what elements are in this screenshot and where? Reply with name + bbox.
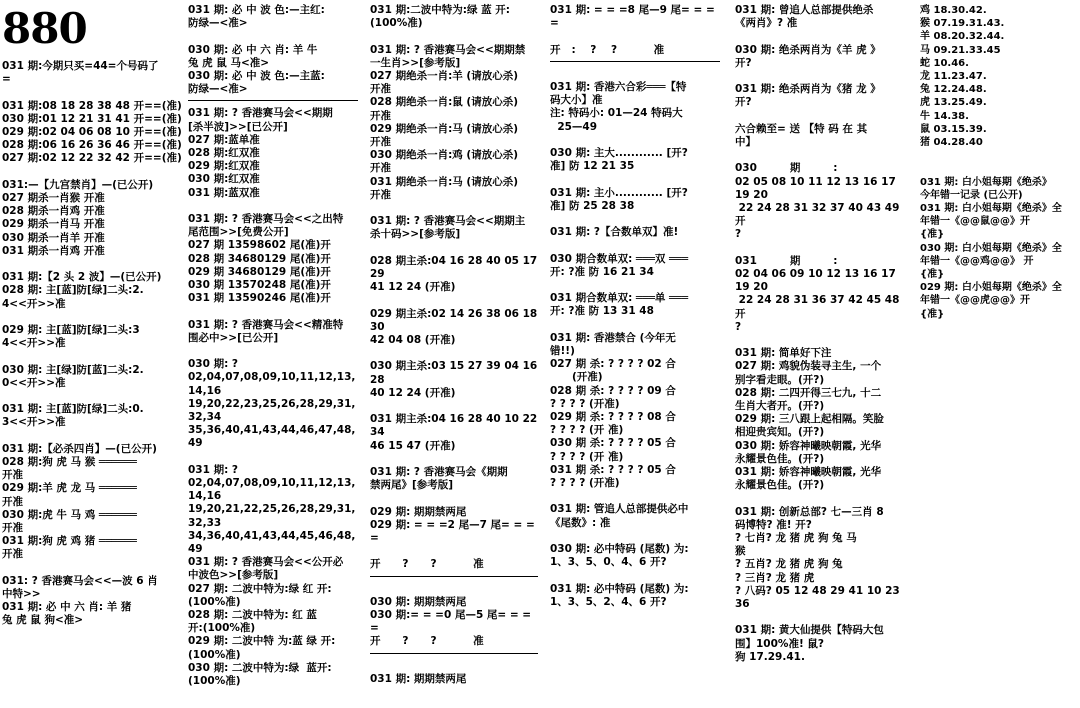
- text-line: ? ? ? ? (开准): [550, 476, 620, 489]
- text-line: 031 期:【2 头 2 波】—(已公开): [2, 271, 162, 284]
- text-line: 030 期: 主大............ [开?: [550, 146, 688, 159]
- text-line: 028 期主杀:04 16 28 40 05 17 29: [370, 254, 541, 281]
- text-line: 《尾数》: 准: [550, 516, 611, 529]
- text-line: 中】: [735, 135, 756, 148]
- text-line: 龙 11.23.47.: [920, 71, 987, 83]
- text-line: 030 期: 必 中 波 色:—主蓝:: [188, 70, 325, 82]
- text-line: (100%准): [188, 648, 241, 661]
- text-line: 1、3、5、2、4、6 开?: [550, 595, 667, 608]
- text-line: 031 期: 白小姐每期《绝杀》: [920, 176, 1052, 188]
- text-line: 19,20,21,22,25,26,28,29,31,32,33: [188, 503, 356, 529]
- text-line: [550, 530, 720, 543]
- text-line: [370, 347, 538, 360]
- text-line: 030 期:红双准: [188, 173, 260, 186]
- text-line: 028 期 34680129 尾(准)开: [188, 252, 331, 265]
- text-line: [735, 334, 905, 347]
- text-line: 42 04 08 (开准): [370, 334, 456, 347]
- text-line: 030 期:= = =0 尾—5 尾= = = =: [370, 608, 535, 635]
- text-line: 031: ? 香港赛马会<<—波 6 肖: [2, 574, 158, 587]
- text-line: 031 期: 管追人总部提供必中: [550, 503, 689, 516]
- text-line: 031 期杀一肖鸡 开准: [2, 244, 105, 257]
- sheet-logo: 880: [2, 4, 87, 53]
- column-2: [188, 4, 358, 688]
- text-line: 中波色>>[参考版]: [188, 569, 279, 582]
- text-line: 猴: [735, 545, 746, 558]
- text-line: [735, 492, 905, 505]
- text-line: 031 期:二波中特为:绿 蓝 开:: [370, 4, 510, 16]
- text-line: [735, 611, 905, 624]
- divider-rule: [370, 653, 538, 654]
- text-line: ? 五肖? 龙 猪 虎 狗 兔: [735, 558, 843, 571]
- text-line: 030 期: 期期禁两尾: [370, 595, 467, 608]
- text-line: 027 期:蓝单准: [188, 133, 260, 146]
- text-line: 030 期:01 12 21 31 41 开==(准): [2, 112, 182, 125]
- text-line: 别字看走眼。(开?): [735, 373, 825, 386]
- text-line: 禁两尾》[参考版]: [370, 479, 454, 492]
- text-line: [2, 350, 182, 363]
- text-line: (开准): [550, 371, 603, 384]
- column-4: [550, 4, 720, 609]
- text-line: ? 八码? 05 12 48 29 41 10 23: [735, 584, 900, 597]
- text-line: 开准: [2, 495, 23, 508]
- text-line: ? ? ? ? (开 准): [550, 450, 624, 463]
- text-line: [188, 345, 358, 358]
- text-line: ? ? ? ? (开 准): [550, 424, 624, 437]
- text-line: 030 期: 主[绿]防[蓝]二头:2.: [2, 363, 144, 376]
- text-line: [370, 545, 538, 558]
- text-line: 031 期: 曾追人总部提供绝杀: [735, 4, 874, 16]
- text-line: [550, 68, 720, 81]
- text-line: 029 期: = = =2 尾—7 尾= = = =: [370, 518, 539, 544]
- text-line: 一生肖>>[参考版]: [370, 56, 461, 69]
- text-line: 02 04 06 09 10 12 13 16 17 19 20: [735, 267, 900, 294]
- text-line: 兔 12.24.48.: [920, 84, 987, 96]
- text-line: [735, 110, 905, 123]
- text-line: 开准: [370, 83, 391, 96]
- text-line: 031 期: ? 香港赛马会<<期期主: [370, 215, 526, 228]
- text-line: 错!!): [550, 344, 575, 357]
- text-line: 029 期: 期期禁两尾: [370, 505, 467, 518]
- text-line: 027 期 13598602 尾(准)开: [188, 239, 331, 252]
- text-line: [188, 200, 358, 213]
- text-line: [735, 70, 905, 83]
- text-line: 031 期: 主[蓝]防[绿]二头:0.: [2, 403, 144, 416]
- text-line: [2, 311, 182, 324]
- text-line: 031 期: 绝杀两肖为《猪 龙 》: [735, 83, 881, 96]
- text-line: 031:—【九宫禁肖】—(已公开): [2, 178, 154, 191]
- text-line: [370, 660, 538, 673]
- text-line: 029 期: 三八跟上起相隔。笑脸: [735, 413, 884, 426]
- text-line: 031 期: 必中特码 (尾数) 为:: [550, 582, 689, 595]
- text-line: 开准: [2, 469, 23, 482]
- text-line: 031 期: ?: [188, 463, 239, 476]
- text-line: 蛇 10.46.: [920, 57, 969, 69]
- text-line: 4<<开>>准: [2, 337, 66, 350]
- text-line: 028 期:红双准: [188, 147, 260, 160]
- text-line: 22 24 28 31 36 37 42 45 48 开: [735, 294, 911, 320]
- text-line: 030 期绝杀一肖:鸡 (请放心杀): [370, 149, 519, 162]
- text-line: 永耀景色佳。(开?): [735, 452, 825, 465]
- text-line: [2, 166, 182, 179]
- text-line: [2, 562, 182, 575]
- text-line: 兔 虎 鼠 狗<准>: [2, 614, 84, 627]
- text-line: 029 期 34680129 尾(准)开: [188, 265, 331, 278]
- text-line: 029 期:羊 虎 龙 马 ══════: [2, 482, 137, 495]
- text-line: [370, 294, 538, 307]
- text-line: 031 期:蓝双准: [188, 186, 260, 199]
- text-line: 031 期: ? 香港赛马会<<之出特: [188, 213, 344, 226]
- text-line: 031 期主杀:04 16 28 40 10 22 34: [370, 413, 541, 439]
- text-line: 六合赖至= 送 【特 码 在 其: [735, 122, 868, 135]
- text-line: 开?: [735, 96, 752, 109]
- text-line: {准}: [920, 269, 945, 281]
- text-line: 030 期合数单双: ═══双 ═══: [550, 252, 689, 265]
- text-line: [370, 492, 538, 505]
- text-line: 031 期: 必 中 六 肖: 羊 猪: [2, 601, 132, 614]
- text-line: 027 期绝杀一肖:羊 (请放心杀): [370, 70, 519, 82]
- text-line: 开: ?准 防 16 21 34: [550, 265, 654, 278]
- text-line: [550, 213, 720, 226]
- text-line: 031 期:【必杀四肖】—(已公开): [2, 442, 157, 455]
- text-line: 生肖大者开。(开?): [735, 400, 825, 412]
- text-line: 1、3、5、0、4、6 开?: [550, 556, 667, 569]
- text-line: 030 期: 白小姐每期《绝杀》全: [920, 242, 1062, 254]
- text-line: 029 期 杀: ? ? ? ? 08 合: [550, 410, 676, 423]
- text-line: 031 期: 黄大仙提供【特码大包: [735, 624, 884, 637]
- text-line: 今年错一记录 (已公开): [920, 189, 1023, 201]
- text-line: 开:(100%准): [188, 622, 256, 635]
- text-line: 围必中>>[已公开]: [188, 331, 279, 344]
- text-line: 开准: [2, 548, 23, 561]
- text-line: [370, 583, 538, 596]
- text-line: 031 期:今期只买=44=个号码了: [2, 60, 159, 72]
- column-5: [735, 4, 911, 664]
- text-line: 注: 特码小: 01—24 特码大: [550, 107, 683, 120]
- text-line: 开 ? ? 准: [370, 558, 484, 571]
- text-line: (100%准): [188, 595, 241, 608]
- text-line: 031 期: 娇容神曦映朝霞, 光华: [735, 466, 882, 479]
- text-line: 030 期 杀: ? ? ? ? 05 合: [550, 437, 676, 450]
- text-line: 028 期: 二波中特为: 红 蓝: [188, 609, 317, 622]
- text-line: 031 期 :: [735, 254, 838, 267]
- text-line: 027 期杀一肖猴 开准: [2, 192, 105, 204]
- text-line: [2, 258, 182, 271]
- text-line: 25—49: [550, 120, 598, 133]
- text-line: [370, 202, 538, 215]
- text-line: ? 七肖? 龙 猪 虎 狗 兔 马: [735, 532, 857, 545]
- text-line: 031 期:狗 虎 鸡 猪 ══════: [2, 535, 137, 548]
- text-line: 46 15 47 (开准): [370, 439, 456, 452]
- text-line: 35,36,40,41,43,44,46,47,48,49: [188, 424, 356, 450]
- text-line: 4<<开>>准: [2, 297, 66, 310]
- text-line: 开 : ? ? 准: [550, 43, 665, 56]
- text-line: 027 期 杀: ? ? ? ? 02 合: [550, 358, 676, 371]
- text-line: 羊 08.20.32.44.: [920, 31, 1005, 43]
- text-line: 中特>>: [2, 588, 41, 600]
- text-line: 兔 虎 鼠 马<准>: [188, 56, 270, 69]
- text-line: [550, 279, 720, 292]
- text-line: 3<<开>>准: [2, 416, 66, 429]
- text-line: 029 期:02 04 06 08 10 开==(准): [2, 126, 182, 138]
- text-line: 031 期: ? 香港赛马会<<公开必: [188, 556, 344, 569]
- text-line: 02,04,07,08,09,10,11,12,13,14,16: [188, 371, 356, 397]
- text-line: 19,20,22,23,25,26,28,29,31,32,34: [188, 397, 356, 424]
- text-line: 029 期: 二波中特 为:蓝 绿 开:: [188, 635, 336, 648]
- text-line: 031 期: ? 香港赛马会<<期期: [188, 107, 333, 120]
- text-line: [2, 430, 182, 443]
- text-line: 开准: [370, 162, 391, 175]
- text-line: [550, 490, 720, 503]
- text-line: {准}: [920, 308, 945, 320]
- text-line: 41 12 24 (开准): [370, 281, 456, 294]
- text-line: 031 期 13590246 尾(准)开: [188, 292, 331, 305]
- text-line: 031 期: 香港六合彩═══【特: [550, 80, 687, 93]
- column-1: [2, 60, 182, 628]
- text-line: [2, 86, 182, 99]
- text-line: 030 期: 必 中 六 肖: 羊 牛: [188, 43, 318, 56]
- text-line: 028 期 杀: ? ? ? ? 09 合: [550, 384, 676, 397]
- text-line: 码博特? 准! 开?: [735, 518, 812, 531]
- text-line: 031 期: = = =8 尾—9 尾= = = =: [550, 4, 719, 30]
- text-line: [370, 453, 538, 466]
- text-line: 030 期: 绝杀两肖为《羊 虎 》: [735, 43, 881, 56]
- text-line: 028 期:06 16 26 36 46 开==(准): [2, 139, 182, 152]
- text-line: 开准: [2, 522, 23, 534]
- text-line: 029 期杀一肖马 开准: [2, 218, 105, 231]
- text-line: [370, 30, 538, 43]
- divider-rule: [370, 576, 538, 577]
- text-line: 34,36,40,41,43,44,45,46,48,49: [188, 529, 356, 556]
- text-line: 030 期 :: [735, 162, 838, 175]
- text-line: 031 期:08 18 28 38 48 开==(准): [2, 99, 182, 112]
- text-line: [735, 149, 905, 162]
- text-line: (100%准): [370, 17, 423, 30]
- text-line: 028 期绝杀一肖:鼠 (请放心杀): [370, 96, 519, 109]
- text-line: 猪 04.28.40: [920, 137, 983, 149]
- text-line: 尾范围>>[免费公开]: [188, 226, 289, 239]
- text-line: [550, 30, 720, 43]
- text-line: ? ? ? ? (开准): [550, 397, 620, 410]
- text-line: 永耀景色佳。(开?): [735, 479, 825, 492]
- text-line: 防绿—<准>: [188, 83, 248, 96]
- text-line: [550, 239, 720, 252]
- text-line: 029 期: 白小姐每期《绝杀》全: [920, 282, 1062, 294]
- text-line: 02 05 08 10 11 12 13 16 17 19 20: [735, 175, 900, 201]
- text-line: [188, 30, 358, 43]
- text-line: 031 期: ? 香港赛马会<<期期禁: [370, 43, 526, 56]
- text-line: 031 期: 简单好下注: [735, 347, 832, 360]
- text-line: 马 09.21.33.45: [920, 44, 1001, 56]
- text-line: 围】100%准! 鼠?: [735, 637, 824, 650]
- text-line: 031 期: 主小............ [开?: [550, 186, 688, 199]
- text-line: 030 期:虎 牛 马 鸡 ══════: [2, 508, 137, 521]
- text-line: 狗 17.29.41.: [735, 650, 805, 663]
- text-line: 年错一《@@虎@@》开: [920, 295, 1030, 307]
- text-line: [920, 149, 1080, 162]
- text-line: 030 期杀一肖羊 开准: [2, 231, 105, 244]
- text-line: 031 期: 必 中 波 色:—主红:: [188, 4, 325, 16]
- text-line: 028 期: 二四开得三七九, 十二: [735, 386, 882, 399]
- text-line: 杀十码>>[参考版]: [370, 228, 461, 241]
- text-line: [550, 319, 720, 332]
- text-line: 031 期合数单双: ═══单 ═══: [550, 292, 689, 305]
- text-line: ?: [735, 228, 742, 241]
- column-3: [370, 4, 541, 686]
- text-line: 防绿—<准>: [188, 17, 248, 30]
- text-line: 开?: [735, 56, 752, 69]
- text-line: 开: ?准 防 13 31 48: [550, 305, 654, 318]
- text-line: 030 期: 必中特码 (尾数) 为:: [550, 542, 689, 555]
- text-line: ? 三肖? 龙 猪 虎: [735, 571, 815, 584]
- text-line: [杀半波]>>[已公开]: [188, 120, 288, 133]
- text-line: 猴 07.19.31.43.: [920, 18, 1005, 30]
- text-line: 开 ? ? 准: [370, 635, 484, 648]
- text-line: 030 期: 二波中特为:绿 蓝开:: [188, 661, 332, 674]
- text-line: 开准: [370, 136, 391, 149]
- text-line: [735, 242, 905, 255]
- text-line: 031 期 杀: ? ? ? ? 05 合: [550, 463, 676, 476]
- text-line: [370, 400, 538, 413]
- text-line: 年错一《@@鸡@@》 开: [920, 255, 1034, 267]
- text-line: 鸡 18.30.42.: [920, 5, 987, 16]
- text-line: [188, 305, 358, 318]
- text-line: 码大小】准: [550, 94, 603, 107]
- text-line: 准] 防 25 28 38: [550, 199, 635, 212]
- text-line: 02,04,07,08,09,10,11,12,13,14,16: [188, 477, 356, 503]
- text-line: 36: [735, 598, 750, 611]
- text-line: 031 期: 期期禁两尾: [370, 672, 467, 685]
- text-line: 030 期主杀:03 15 27 39 04 16 28: [370, 360, 541, 386]
- text-line: [920, 162, 1080, 175]
- text-line: 031 期: 创新总部? 七—三肖 8: [735, 505, 884, 518]
- text-line: 029 期主杀:02 14 26 38 06 18 30: [370, 307, 541, 333]
- text-line: 028 期:狗 虎 马 猴 ══════: [2, 455, 137, 468]
- divider-rule: [550, 61, 720, 62]
- text-line: ?: [735, 320, 742, 333]
- text-line: 虎 13.25.49.: [920, 97, 987, 109]
- text-line: 031 期: ? 香港赛马会《期期: [370, 466, 508, 478]
- text-line: [188, 451, 358, 464]
- text-line: 开准: [370, 109, 391, 122]
- text-line: 031 期: ?【合数单双】准!: [550, 226, 679, 239]
- text-line: 028 期: 主[蓝]防[绿]二头:2.: [2, 284, 144, 297]
- text-line: 031 期: 白小姐每期《绝杀》全: [920, 203, 1062, 215]
- text-line: [2, 390, 182, 403]
- text-line: 40 12 24 (开准): [370, 386, 456, 399]
- text-line: 准] 防 12 21 35: [550, 160, 635, 173]
- text-line: [550, 569, 720, 582]
- text-line: 030 期: ?: [188, 358, 239, 371]
- text-line: [550, 173, 720, 186]
- column-6: [920, 4, 1080, 321]
- text-line: 牛 14.38.: [920, 110, 969, 122]
- text-line: [370, 242, 538, 255]
- text-line: 22 24 28 31 32 37 40 43 49 开: [735, 201, 911, 228]
- text-line: 027 期:02 12 22 32 42 开==(准): [2, 152, 182, 165]
- text-line: 031 期: 香港禁合 (今年无: [550, 331, 676, 344]
- text-line: 《两肖》? 准: [735, 17, 798, 30]
- text-line: 年错一《@@鼠@@》开: [920, 216, 1030, 228]
- text-line: {准}: [920, 229, 945, 241]
- text-line: 027 期: 鸡貌伪装寻主生, 一个: [735, 360, 882, 373]
- text-line: 027 期: 二波中特为:绿 红 开:: [188, 582, 332, 595]
- text-line: 鼠 03.15.39.: [920, 123, 987, 135]
- text-line: 开准: [370, 188, 391, 201]
- text-line: 028 期杀一肖鸡 开准: [2, 205, 105, 218]
- text-line: 相迎贵宾知。(开?): [735, 426, 825, 439]
- text-line: 029 期: 主[蓝]防[绿]二头:3: [2, 324, 140, 336]
- text-line: [550, 134, 720, 147]
- text-line: (100%准): [188, 675, 241, 688]
- text-line: 029 期绝杀一肖:马 (请放心杀): [370, 122, 519, 135]
- text-line: 031 期: ? 香港赛马会<<精准特: [188, 318, 344, 331]
- text-line: 031 期绝杀一肖:马 (请放心杀): [370, 175, 519, 188]
- text-line: =: [2, 73, 11, 86]
- text-line: 030 期 13570248 尾(准)开: [188, 279, 331, 292]
- text-line: 0<<开>>准: [2, 376, 66, 389]
- text-line: 029 期:红双准: [188, 160, 260, 173]
- text-line: [735, 30, 905, 43]
- text-line: 030 期: 娇容神曦映朝霞, 光华: [735, 439, 882, 452]
- divider-rule: [188, 100, 358, 101]
